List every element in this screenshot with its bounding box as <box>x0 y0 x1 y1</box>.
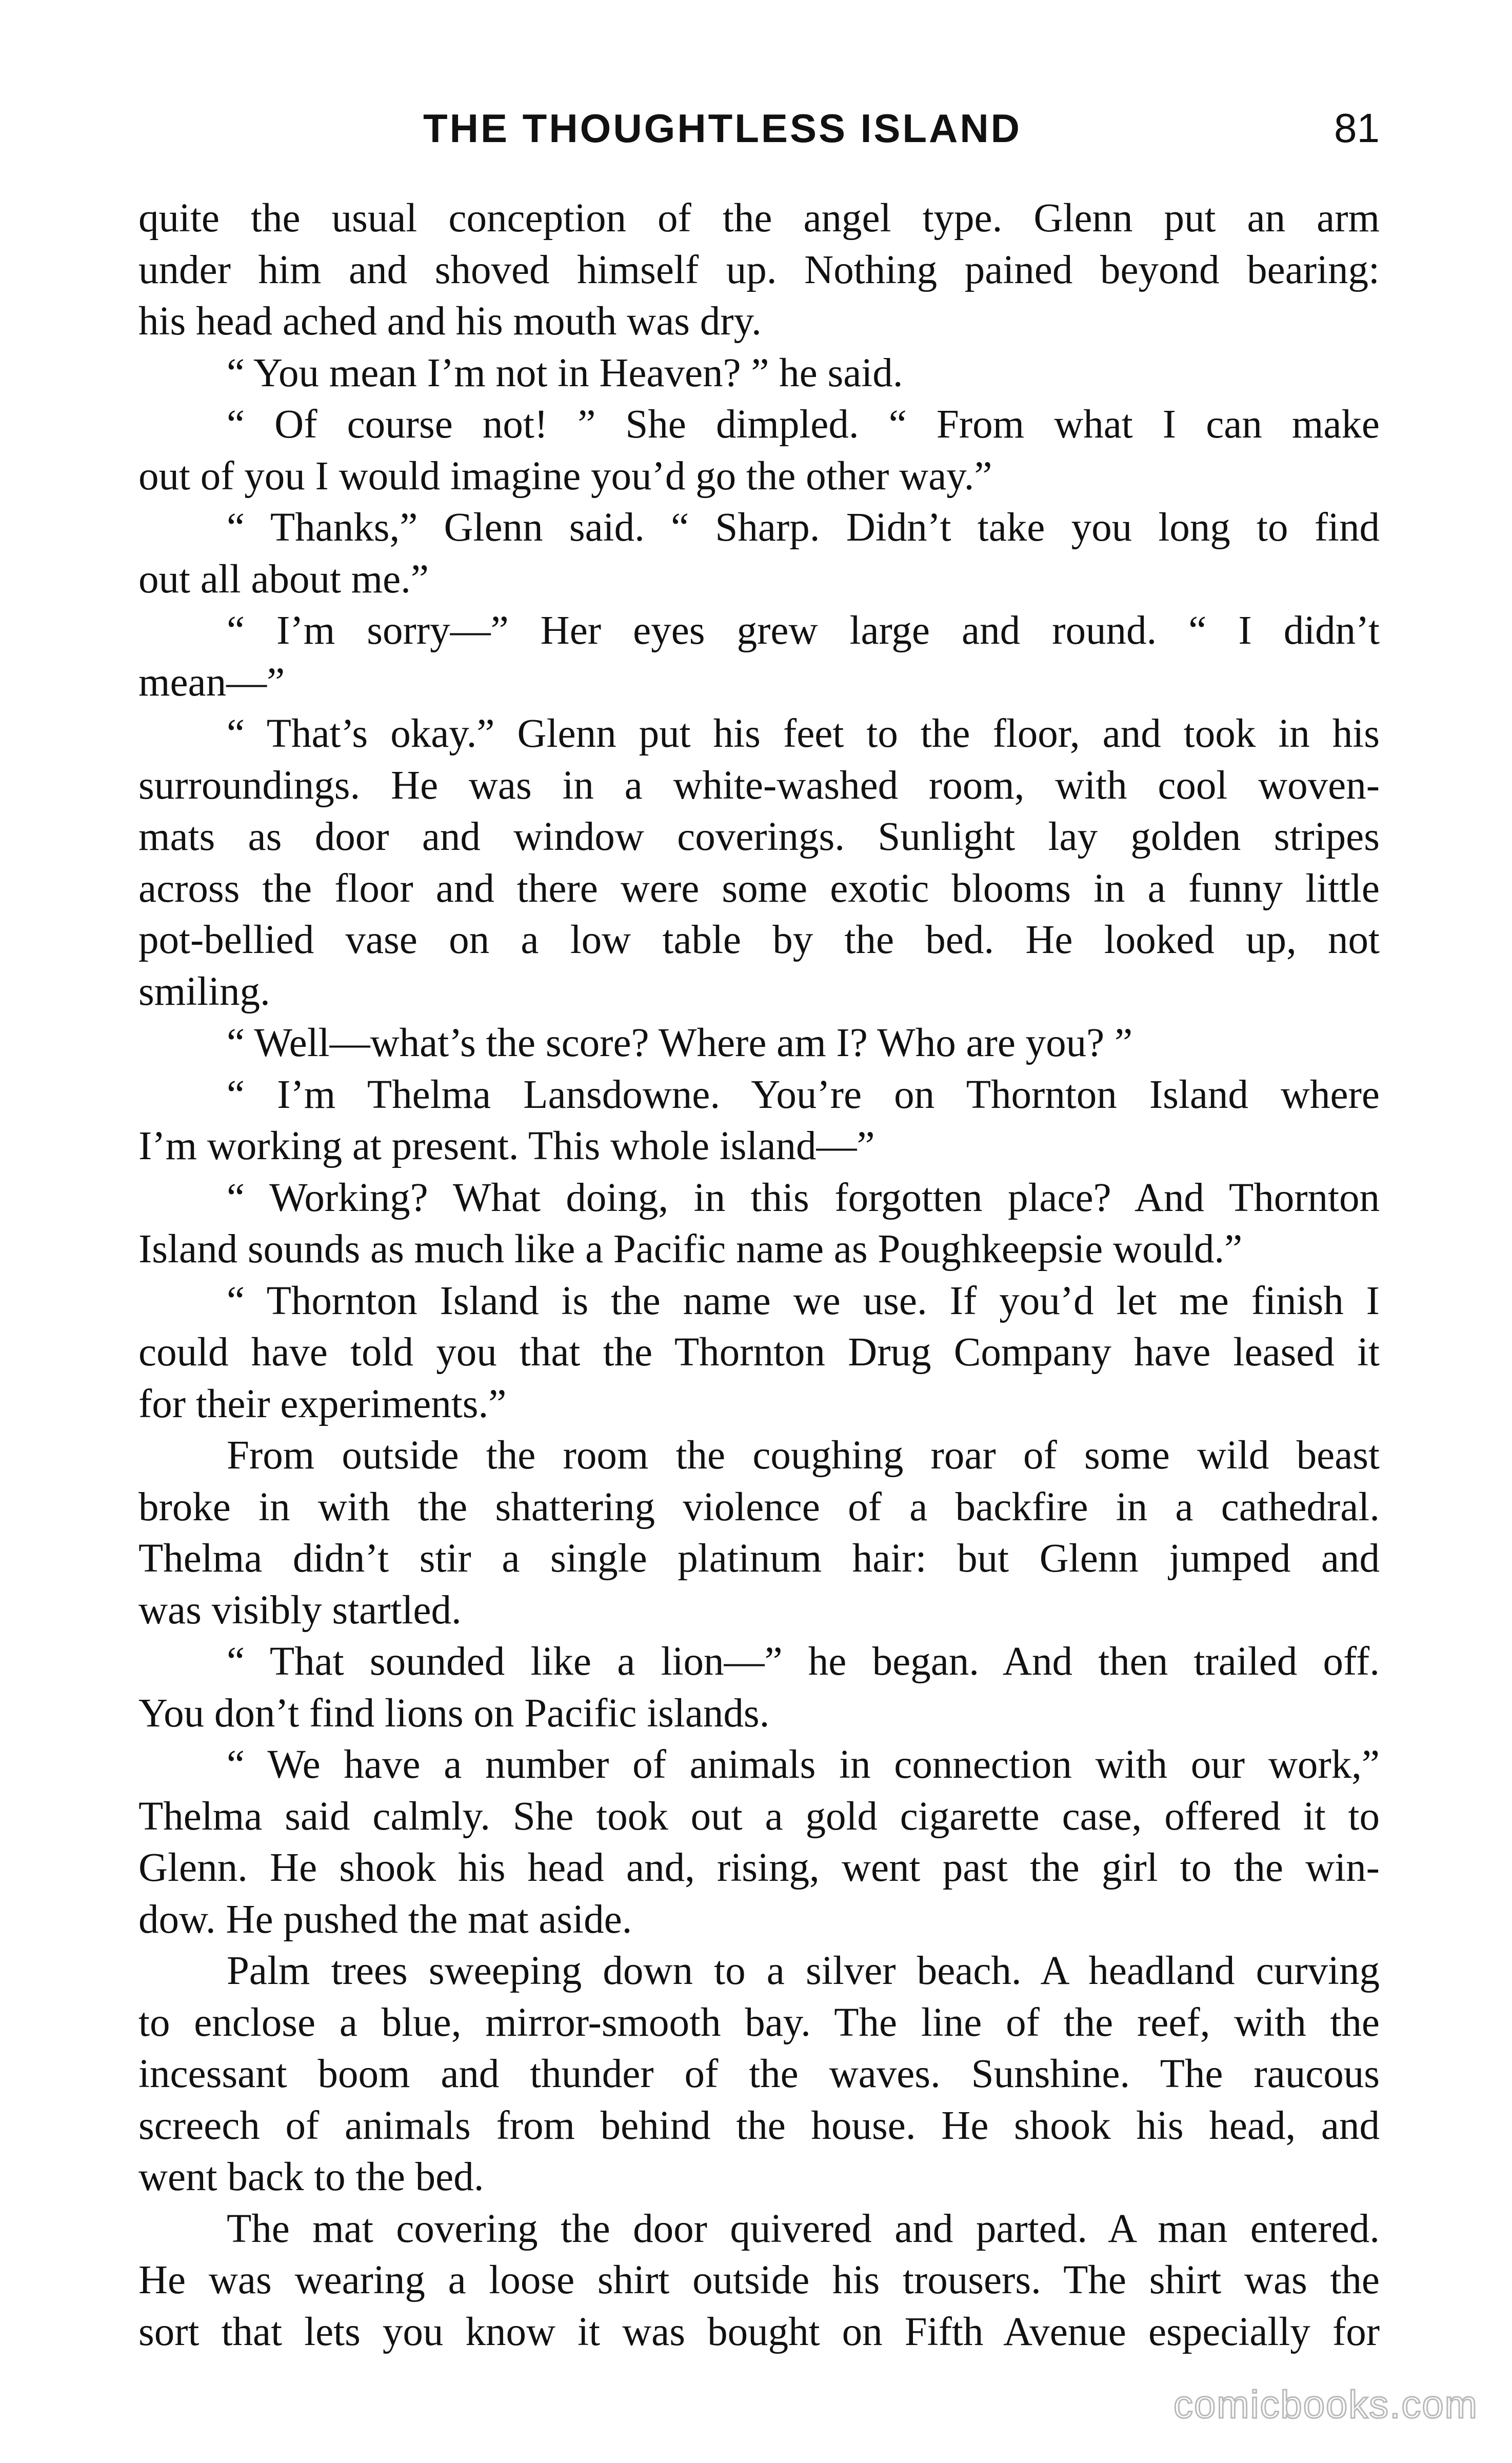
text-line: smiling. <box>138 969 270 1014</box>
text-line: quite the usual conception of the angel type. Glenn put an arm <box>138 196 1380 241</box>
text-line: broke in with the shattering violence of a backfire in a cathedral. <box>138 1484 1380 1530</box>
running-title: THE THOUGHTLESS ISLAND <box>423 106 1022 151</box>
text-line: “ We have a number of animals in connection with our work,” <box>227 1742 1380 1787</box>
text-line: pot-bellied vase on a low table by the bed. He looked up, not <box>138 918 1380 962</box>
text-line: out all about me.” <box>138 557 429 602</box>
text-line: Thelma didn’t stir a single platinum hair: but Glenn jumped and <box>138 1536 1380 1581</box>
text-line: “ Thornton Island is the name we use. If you’d let me finish I <box>227 1278 1380 1323</box>
text-line: Thelma said calmly. She took out a gold cigarette case, offered it to <box>138 1794 1380 1839</box>
text-line: “ Thanks,” Glenn said. “ Sharp. Didn’t take you long to find <box>227 505 1380 550</box>
text-line: “ You mean I’m not in Heaven? ” he said. <box>227 350 903 395</box>
text-line: “ That sounded like a lion—” he began. And then trailed off. <box>227 1639 1380 1684</box>
text-line: “ Well—what’s the score? Where am I? Who are you? ” <box>227 1021 1133 1065</box>
text-line: mats as door and window coverings. Sunlight lay golden stripes <box>138 815 1380 859</box>
text-line: surroundings. He was in a white-washed room, with cool woven- <box>138 763 1380 808</box>
text-line: went back to the bed. <box>138 2155 484 2199</box>
text-line: for their experiments.” <box>138 1381 507 1426</box>
text-line: out of you I would imagine you’d go the other way.” <box>138 453 992 499</box>
text-line: Island sounds as much like a Pacific name as Poughkeepsie would.” <box>138 1227 1243 1272</box>
text-line: “ Working? What doing, in this forgotten place? And Thornton <box>227 1175 1380 1220</box>
text-line: He was wearing a loose shirt outside his trousers. The shirt was the <box>138 2258 1380 2302</box>
text-line: to enclose a blue, mirror-smooth bay. The line of the reef, with the <box>138 2000 1380 2045</box>
text-line: was visibly startled. <box>138 1587 462 1633</box>
text-line: “ I’m Thelma Lansdowne. You’re on Thornton Island where <box>227 1072 1380 1117</box>
text-line: under him and shoved himself up. Nothing pained beyond bearing: <box>138 247 1380 292</box>
text-line: I’m working at present. This whole island—” <box>138 1124 875 1168</box>
running-header <box>138 97 1380 159</box>
watermark: comicbooks.com <box>1173 2383 1478 2427</box>
body-text <box>138 193 1380 2358</box>
text-line: mean—” <box>138 660 285 705</box>
text-line: sort that lets you know it was bought on Fifth Avenue especially for <box>138 2309 1380 2354</box>
text-line: From outside the room the coughing roar of some wild beast <box>227 1433 1380 1478</box>
page-number: 81 <box>1334 105 1380 151</box>
text-line: The mat covering the door quivered and parted. A man entered. <box>227 2206 1380 2251</box>
text-line: his head ached and his mouth was dry. <box>138 299 762 344</box>
text-line: “ Of course not! ” She dimpled. “ From what I can make <box>227 402 1380 447</box>
text-line: Glenn. He shook his head and, rising, went past the girl to the win- <box>138 1845 1380 1890</box>
text-line: dow. He pushed the mat aside. <box>138 1897 632 1942</box>
text-line: “ That’s okay.” Glenn put his feet to the floor, and took in his <box>227 711 1380 756</box>
text-line: incessant boom and thunder of the waves. Sunshine. The raucous <box>138 2052 1380 2096</box>
text-line: screech of animals from behind the house. He shook his head, and <box>138 2103 1380 2148</box>
text-line: Palm trees sweeping down to a silver beach. A headland curving <box>227 1949 1380 1993</box>
text-line: could have told you that the Thornton Drug Company have leased it <box>138 1330 1380 1375</box>
text-line: “ I’m sorry—” Her eyes grew large and round. “ I didn’t <box>227 608 1380 653</box>
text-line: across the floor and there were some exotic blooms in a funny little <box>138 866 1380 911</box>
text-line: You don’t find lions on Pacific islands. <box>138 1691 770 1736</box>
